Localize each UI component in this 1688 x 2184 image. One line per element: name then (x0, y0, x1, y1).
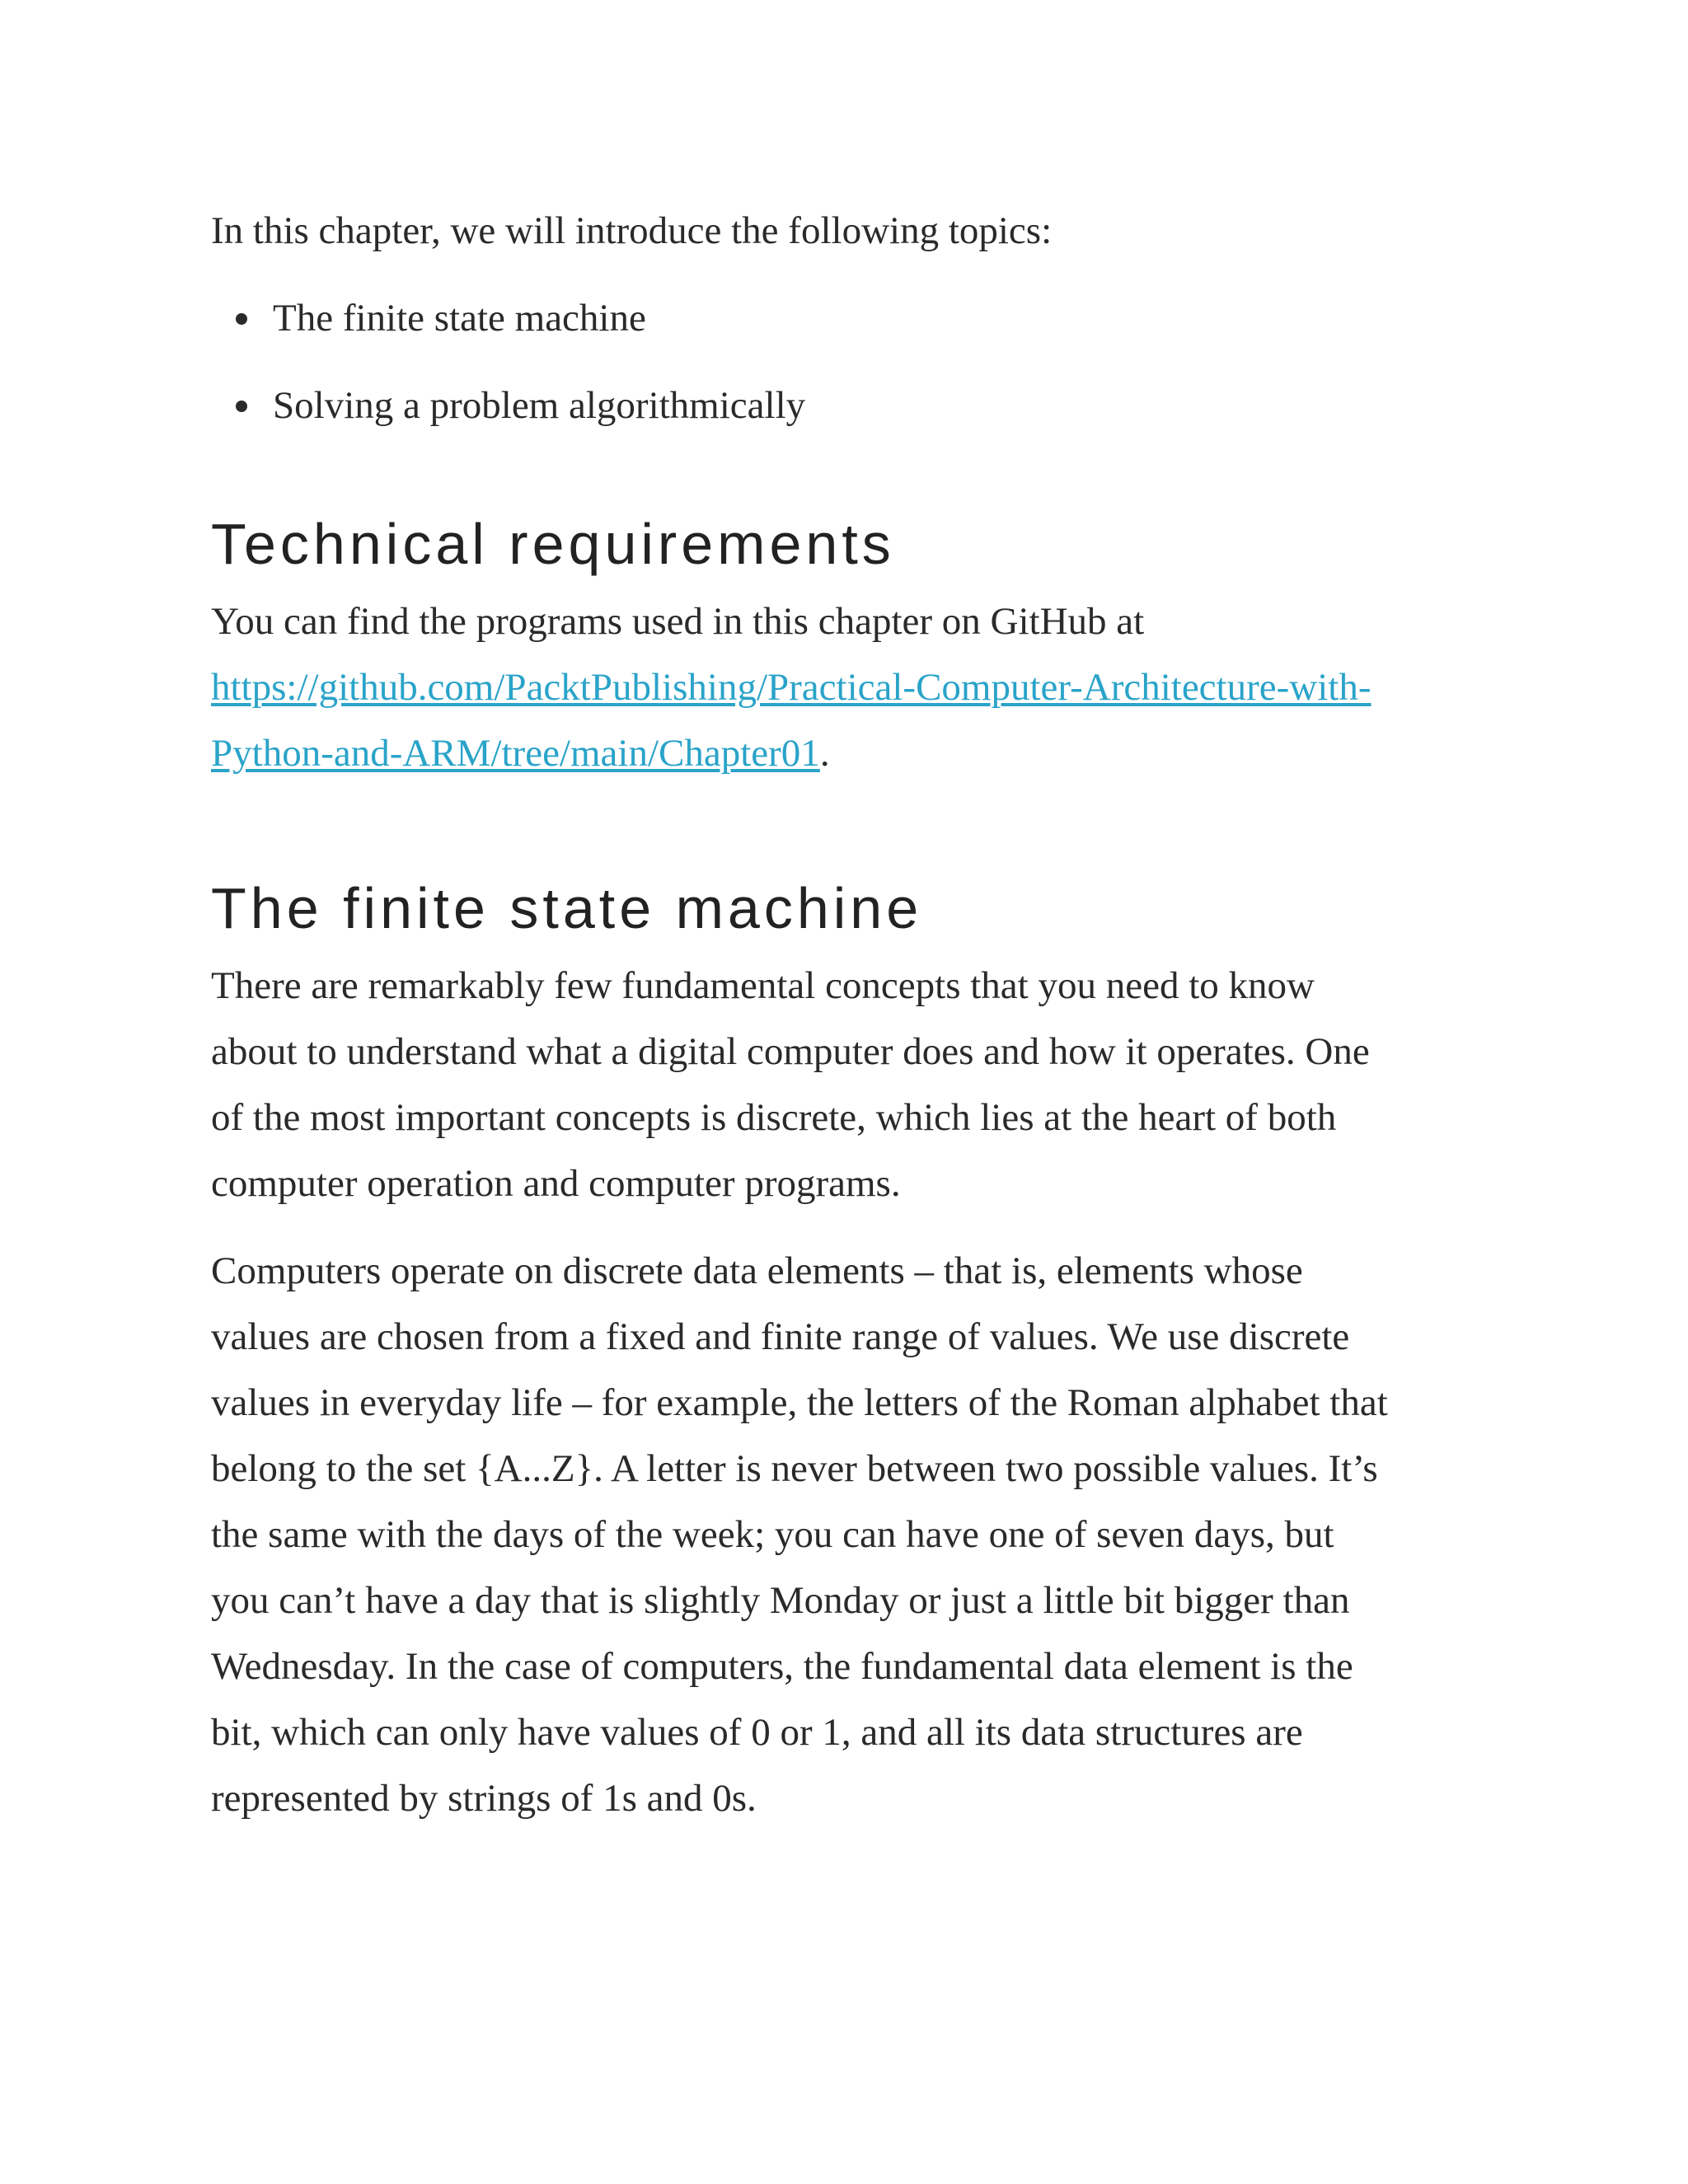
text-line: values in everyday life – for example, the letters of the Roman alphabet that (211, 1381, 1388, 1424)
repo-link[interactable]: https://github.com/PacktPublishing/Practical-Computer-Architecture-with- (211, 666, 1372, 709)
repo-link-line (211, 654, 1497, 720)
bullet-icon (236, 401, 247, 412)
text-line: about to understand what a digital computer does and how it operates. One (211, 1030, 1370, 1073)
fsm-paragraph-2 (211, 1238, 1497, 1831)
technical-paragraph (211, 588, 1497, 786)
period-text: . (819, 732, 830, 775)
technical-text: You can find the programs used in this chapter on GitHub at (211, 600, 1145, 643)
topic-label: The finite state machine (273, 297, 646, 340)
heading-technical-requirements: Technical requirements (211, 512, 895, 576)
repo-link-line (211, 720, 1497, 786)
text-line: values are chosen from a fixed and finite range of values. We use discrete (211, 1315, 1350, 1358)
list-item (211, 285, 1497, 351)
document-page (211, 198, 1497, 1831)
text-line: There are remarkably few fundamental concepts that you need to know (211, 964, 1315, 1007)
text-line: bit, which can only have values of 0 or 1, and all its data structures are (211, 1711, 1303, 1754)
bullet-icon (236, 313, 247, 325)
repo-link[interactable]: Python-and-ARM/tree/main/Chapter01 (211, 732, 820, 775)
text-line: the same with the days of the week; you can have one of seven days, but (211, 1513, 1334, 1556)
topics-list (211, 285, 1497, 438)
text-line: Wednesday. In the case of computers, the fundamental data element is the (211, 1645, 1353, 1688)
text-line: of the most important concepts is discrete, which lies at the heart of both (211, 1096, 1337, 1139)
heading-finite-state-machine: The finite state machine (211, 876, 923, 940)
topic-label: Solving a problem algorithmically (273, 384, 806, 427)
text-line: computer operation and computer programs. (211, 1162, 901, 1205)
list-item (211, 373, 1497, 438)
fsm-paragraph-1 (211, 953, 1497, 1216)
intro-text: In this chapter, we will introduce the following topics: (211, 209, 1053, 252)
text-line: Computers operate on discrete data elements – that is, elements whose (211, 1249, 1303, 1292)
text-line: belong to the set {A...Z}. A letter is never between two possible values. It’s (211, 1447, 1378, 1490)
text-line: represented by strings of 1s and 0s. (211, 1777, 757, 1820)
text-line: you can’t have a day that is slightly Monday or just a little bit bigger than (211, 1579, 1350, 1622)
